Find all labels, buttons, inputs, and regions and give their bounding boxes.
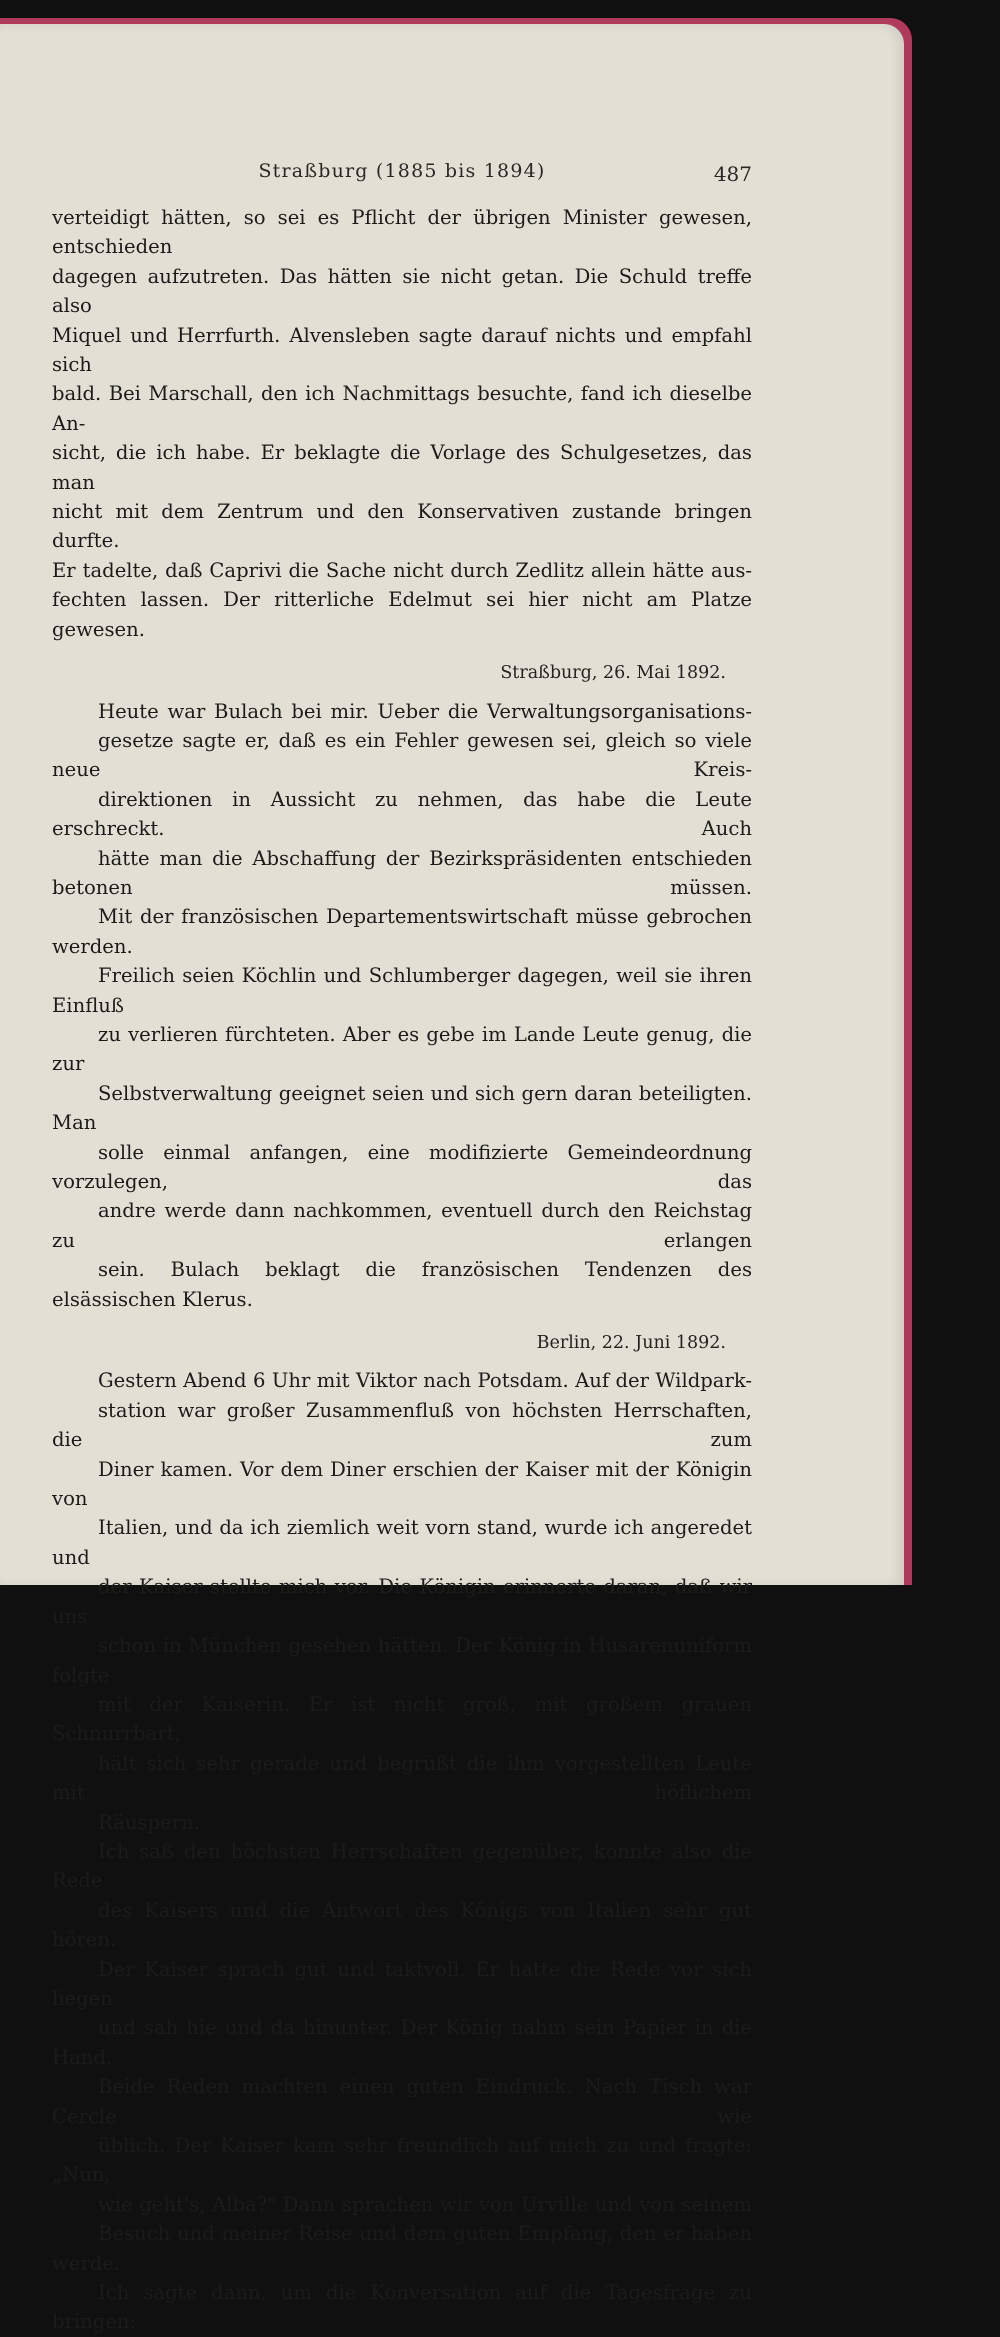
text-line: gesetze sagte er, daß es ein Fehler gewesen sei, gleich so viele neue Kreis- [52,728,752,782]
paragraph [52,1366,752,1837]
text-line: dagegen aufzutreten. Das hätten sie nicht getan. Die Schuld treffe also [52,264,752,318]
text-line: direktionen in Aussicht zu nehmen, das habe die Leute erschreckt. Auch [52,787,752,841]
text-line: station war großer Zusammenfluß von höchsten Herrschaften, die zum [52,1398,752,1452]
text-line: solle einmal anfangen, eine modifizierte Gemeindeordnung vorzulegen, das [52,1140,752,1193]
text-line: hätte man die Abschaffung der Bezirkspräsidenten entschieden betonen müssen. [52,846,752,899]
text-line: wie geht's, Alba?" Dann sprachen wir von Urville und von seinem [98,2192,752,2216]
text-line: bald. Bei Marschall, den ich Nachmittags besuchte, fand ich dieselbe An- [52,382,752,435]
text-line: üblich. Der Kaiser kam sehr freundlich auf mich zu und fragte: „Nun, [52,2134,752,2187]
body-text [52,203,752,2337]
text-line: zu verlieren fürchteten. Aber es gebe im Lande Leute genug, die zur [52,1022,752,1076]
text-line: Italien, und da ich ziemlich weit vorn stand, wurde ich angeredet und [52,1516,752,1569]
text-line: Diner kamen. Vor dem Diner erschien der Kaiser mit der Königin von [52,1457,752,1511]
dateline: Straßburg, 26. Mai 1892. [500,663,726,684]
paragraph [52,1837,752,2337]
text-line: fechten lassen. Der ritterliche Edelmut sei hier nicht am Platze gewesen. [52,588,752,641]
text-line: verteidigt hätten, so sei es Pflicht der übrigen Minister gewesen, entschieden [52,206,752,259]
text-line: Ich sagte dann, um die Konversation auf die Tagesfrage zu bringen: [52,2281,752,2334]
text-line: sicht, die ich habe. Er beklagte die Vorlage des Schulgesetzes, das man [52,441,752,494]
text-line: sein. Bulach beklagt die französischen Tendenzen des elsässischen Klerus. [52,1258,752,1311]
text-line: und sah hie und da hinunter. Der König nahm sein Papier in die Hand. [52,2016,752,2069]
text-line: nicht mit dem Zentrum und den Konservativen zustande bringen durfte. [52,500,752,553]
text-line: Besuch und meiner Reise und dem guten Empfang, den er haben werde. [52,2222,752,2275]
text-line: Selbstverwaltung geeignet seien und sich gern daran beteiligten. Man [52,1081,752,1135]
text-line: Der Kaiser sprach gut und taktvoll. Er hatte die Rede vor sich liegen [52,1957,752,2010]
text-line: Beide Reden machten einen guten Eindruck. Nach Tisch war Cercle wie [52,2075,752,2128]
page-number: 487 [713,162,752,186]
text-line: schon in München gesehen hätten. Der König in Husarenuniform folgte [52,1634,752,1687]
text-line: Freilich seien Köchlin und Schlumberger dagegen, weil sie ihren Einfluß [52,964,752,1017]
text-line: andre werde dann nachkommen, eventuell durch den Reichstag zu erlangen [52,1199,752,1252]
text-line: Heute war Bulach bei mir. Ueber die Verwaltungsorganisations- [98,699,752,723]
text-line: Ich saß den höchsten Herrschaften gegenüber, konnte also die Rede [52,1839,752,1893]
paragraph [52,203,752,644]
text-line: Miquel und Herrfurth. Alvensleben sagte darauf nichts und empfahl sich [52,323,752,377]
text-line: Räuspern. [98,1810,200,1834]
text-line: Er tadelte, daß Caprivi die Sache nicht durch Zedlitz allein hätte aus- [52,558,752,582]
paragraph [52,697,752,1315]
text-line: des Kaisers und die Antwort des Königs von Italien sehr gut hören. [52,1898,752,1952]
text-line: mit der Kaiserin. Er ist nicht groß, mit großem grauen Schnurrbart, [52,1692,752,1746]
running-header [52,160,752,190]
running-title: Straßburg (1885 bis 1894) [258,160,546,182]
text-line: hält sich sehr gerade und begrüßt die ihm vorgestellten Leute mit höflichem [52,1751,752,1805]
dateline: Berlin, 22. Juni 1892. [536,1333,726,1354]
text-line: Gestern Abend 6 Uhr mit Viktor nach Potsdam. Auf der Wildpark- [98,1369,752,1393]
text-line: Mit der französischen Departementswirtschaft müsse gebrochen werden. [52,905,752,958]
text-line: der Kaiser stellte mich vor. Die Königin erinnerte daran, daß wir uns [52,1575,752,1628]
